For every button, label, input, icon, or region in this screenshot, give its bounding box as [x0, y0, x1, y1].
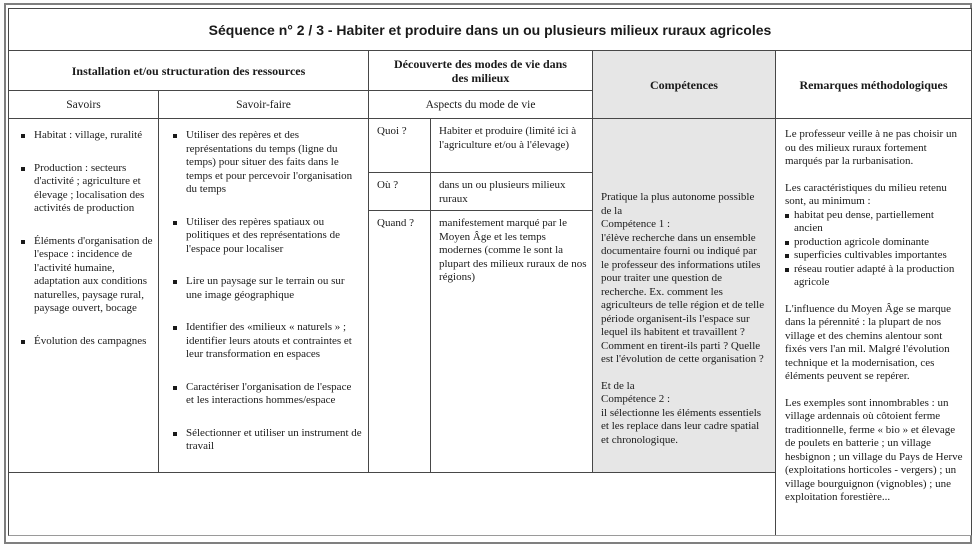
list-item — [785, 263, 964, 290]
bullet-square-icon — [21, 167, 25, 171]
list-item — [172, 321, 362, 362]
bullet-square-icon — [173, 432, 177, 436]
subcolumn-header-savoir-faire: Savoir-faire — [159, 91, 369, 119]
list-item — [172, 129, 362, 197]
competences-intro: Pratique la plus autonome possible de la — [601, 191, 755, 217]
list-item-text: Éléments d'organisation de l'espace : incidence de l'activité humaine, adaptation aux conditions naturelles, paysage rural, paysage ouvert, bocage — [34, 234, 153, 314]
list-item-text: réseau routier adapté à la production agricole — [794, 262, 955, 288]
bullet-square-icon — [173, 280, 177, 284]
list-item — [172, 216, 362, 257]
list-item-text: Utiliser des repères spatiaux ou politiques et des représentations de l'espace pour localiser — [186, 215, 340, 255]
bullet-square-icon — [785, 241, 789, 245]
list-item-text: production agricole dominante — [794, 235, 930, 248]
competence-1-text: l'élève recherche dans un ensemble documentaire fourni ou indiqué par le professeur des informations utiles pour traiter une question de recherche. Ex. comment les agriculteurs de telle région et de telle période organisent-ils l'espace sur lequel ils habitent et travaillent ? Comment en tirent-ils parti ? Quelle est l'évolution de cette organisation ? — [601, 231, 765, 365]
column-header-installation: Installation et/ou structuration des ressources — [9, 51, 369, 91]
competences-et: Et de la — [601, 379, 635, 392]
list-item-text: Production : secteurs d'activité ; agriculture et élevage ; localisation des activités de production — [34, 161, 145, 214]
bullet-square-icon — [173, 326, 177, 330]
bullet-square-icon — [173, 221, 177, 225]
remarques-paragraph: L'influence du Moyen Âge se marque dans la pérennité : la plupart de nos village et des chemins alentour sont fixés vers l'an mil. Malgré l'évolution technique et la modernisation, ces éléments peuvent se repérer. — [785, 302, 952, 382]
subcolumn-header-aspects: Aspects du mode de vie — [369, 91, 593, 119]
list-item-text: Identifier des «milieux « naturels » ; identifier leurs atouts et contraintes et leur transformation en espaces — [186, 321, 352, 360]
bullet-square-icon — [21, 240, 25, 244]
aspect-row-value: Habiter et produire (limité ici à l'agriculture et/ou à l'élevage) — [431, 119, 592, 173]
remarques-intro: Les caractéristiques du milieu retenu sont, au minimum : — [785, 181, 947, 207]
remarques-paragraph: Le professeur veille à ne pas choisir un ou des milieux ruraux fortement marqués par la rurbanisation. — [785, 128, 957, 167]
aspect-row-value: manifestement marqué par le Moyen Âge et les temps modernes (comme le sont la plupart des milieux ruraux de nos régions) — [439, 217, 587, 283]
spacer — [601, 367, 767, 380]
bullet-square-icon — [785, 214, 789, 218]
column-header-competences: Compétences — [593, 51, 776, 119]
bullet-square-icon — [21, 340, 25, 344]
savoir-faire-cell — [159, 119, 369, 473]
subcolumn-header-savoirs: Savoirs — [9, 91, 159, 119]
list-item — [785, 236, 964, 250]
list-item-text: Lire un paysage sur le terrain ou sur une image géographique — [186, 275, 345, 301]
list-item — [785, 209, 964, 236]
competence-2-label: Compétence 2 : — [601, 393, 671, 405]
competence-2-text: il sélectionne les éléments essentiels et les replace dans leur cadre spatial et chronologique. — [601, 406, 762, 446]
list-item — [172, 275, 362, 302]
bullet-square-icon — [785, 254, 789, 258]
bullet-square-icon — [785, 268, 789, 272]
list-item-text: Caractériser l'organisation de l'espace et les interactions hommes/espace — [186, 380, 352, 406]
aspect-row-label: Quand ? — [369, 211, 431, 472]
list-item-text: Évolution des campagnes — [34, 334, 147, 347]
list-item — [20, 335, 153, 349]
sequence-table — [8, 8, 972, 536]
remarques-paragraph: Les exemples sont innombrables : un village ardennais où côtoient ferme traditionnelle, ferme « bio » et élevage de poulets en batterie ; un village hesbignon ; un village du Pays de Herve (exploitations horticoles - vergers) ; un village bourguignon (vignobles) ; une exploitation forestière... — [785, 396, 963, 503]
column-header-decouverte: Découverte des modes de vie dans des milieux — [369, 51, 593, 91]
remarques-cell — [776, 119, 971, 535]
list-item — [20, 235, 153, 316]
list-item-text: Utiliser des repères et des représentations du temps (ligne du temps) pour situer des faits dans le temps et pour percevoir l'organisation du temps — [186, 129, 353, 195]
column-header-remarques: Remarques méthodologiques — [776, 51, 971, 119]
list-item — [785, 249, 964, 263]
list-item — [172, 427, 362, 454]
list-item-text: Habitat : village, ruralité — [34, 129, 143, 141]
aspects-subtable — [369, 119, 593, 473]
bullet-square-icon — [173, 134, 177, 138]
aspect-row-label: Où ? — [369, 173, 431, 211]
page-title: Séquence n° 2 / 3 - Habiter et produire dans un ou plusieurs milieux ruraux agricoles — [9, 9, 971, 51]
list-item — [20, 162, 153, 216]
savoirs-cell — [9, 119, 159, 473]
list-item-text: superficies cultivables importantes — [794, 249, 947, 261]
bullet-square-icon — [173, 386, 177, 390]
list-item-text: Sélectionner et utiliser un instrument de travail — [186, 426, 362, 452]
competences-cell — [593, 119, 776, 473]
list-item — [172, 381, 362, 408]
empty-bottom-cell — [9, 473, 776, 535]
bullet-square-icon — [21, 134, 25, 138]
list-item-text: habitat peu dense, partiellement ancien — [794, 208, 934, 234]
aspect-row-label: Quoi ? — [369, 119, 431, 173]
list-item — [20, 129, 153, 143]
competence-1-label: Compétence 1 : — [601, 218, 671, 230]
aspect-row-value: dans un ou plusieurs milieux ruraux — [431, 173, 592, 211]
